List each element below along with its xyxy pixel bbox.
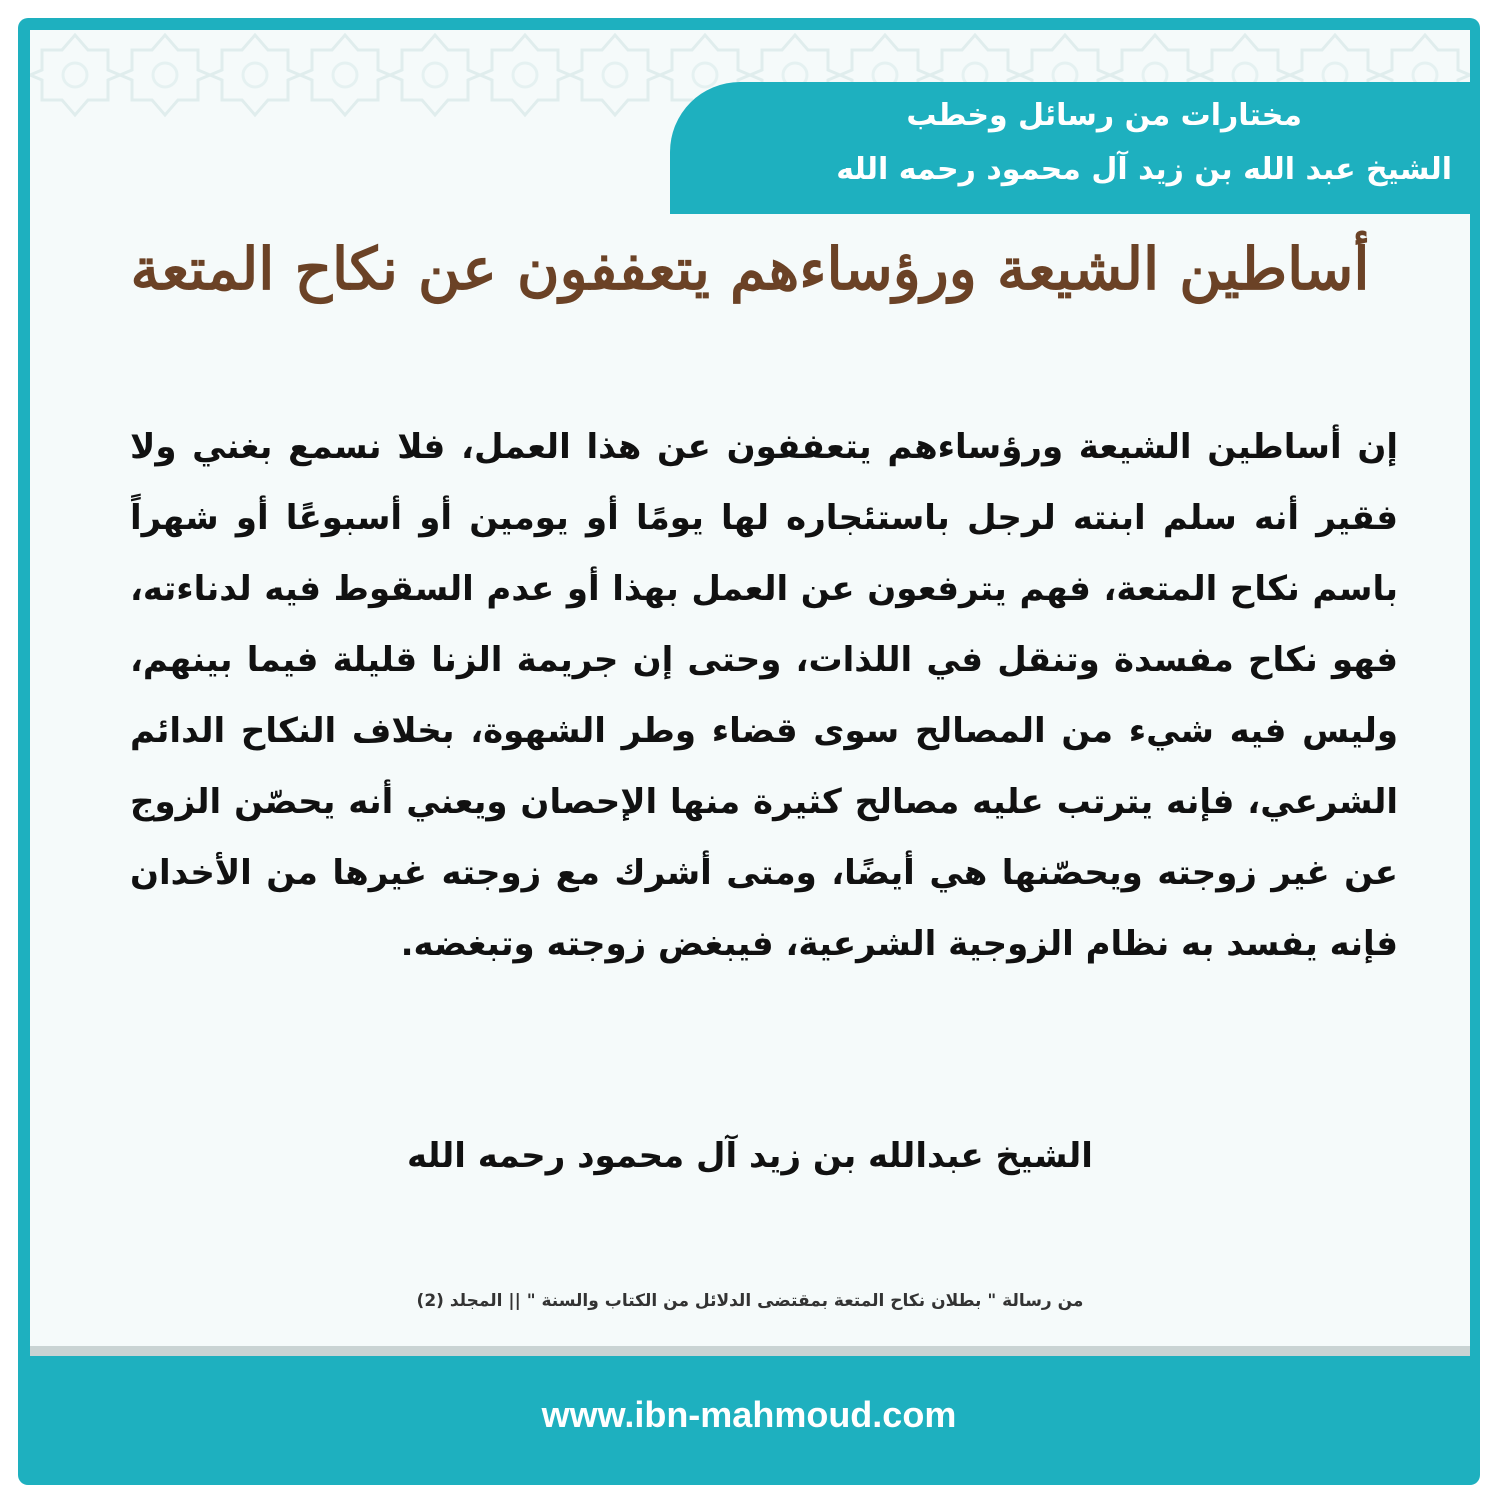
- article-title: أساطين الشيعة ورؤساءهم يتعففون عن نكاح المتعة: [130, 235, 1370, 303]
- website-link[interactable]: www.ibn-mahmoud.com: [541, 1394, 957, 1435]
- article-body: إن أساطين الشيعة ورؤساءهم يتعففون عن هذا العمل، فلا نسمع بغني ولا فقير أنه سلم ابنته لرجل باستئجاره لها يومًا أو يومين أو أسبوعًا أو شهراً باسم نكاح المتعة، فهم يترفعون عن العمل بهذا أو عدم السقوط فيه لدناءته، فهو نكاح مفسدة وتنقل في اللذات، وحتى إن جريمة الزنا قليلة فيما بينهم، وليس فيه شيء من المصالح سوى قضاء وطر الشهوة، بخلاف النكاح الدائم الشرعي، فإنه يترتب عليه مصالح كثيرة منها الإحصان ويعني أنه يحصّن الزوج عن غير زوجته ويحصّنها هي أيضًا، ومتى أشرك مع زوجته غيرها من الأخدان فإنه يفسد به نظام الزوجية الشرعية، فيبغض زوجته وتبغضه.: [130, 427, 1398, 964]
- author-name: الشيخ عبد الله بن زيد آل محمود رحمه الله: [836, 152, 1452, 187]
- header-banner: [670, 82, 1470, 214]
- source-reference: من رسالة " بطلان نكاح المتعة بمقتضى الدلائل من الكتاب والسنة " || المجلد (2): [416, 1291, 1084, 1311]
- content-panel: [30, 30, 1470, 1356]
- author-signature: الشيخ عبدالله بن زيد آل محمود رحمه الله: [407, 1136, 1093, 1176]
- panel-bottom-shadow: [30, 1346, 1470, 1356]
- series-title: مختارات من رسائل وخطب: [906, 98, 1302, 133]
